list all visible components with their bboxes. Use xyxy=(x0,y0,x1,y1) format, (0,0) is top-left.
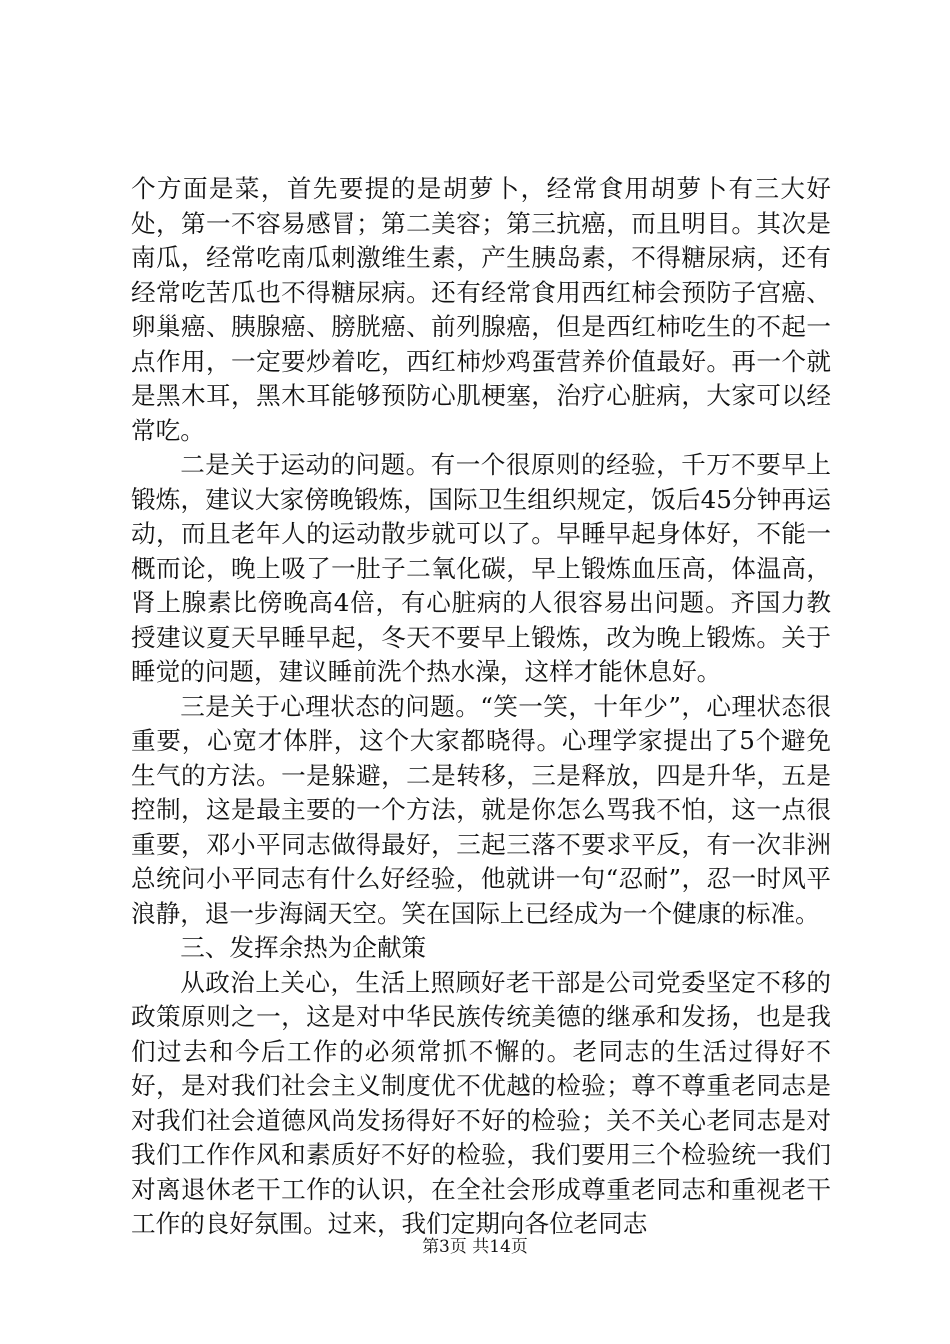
paragraph-vegetables: 个方面是菜，首先要提的是胡萝卜，经常食用胡萝卜有三大好处，第一不容易感冒；第二美容；第三抗癌，而且明目。其次是南瓜，经常吃南瓜刺激维生素，产生胰岛素，不得糖尿病，还有经常吃苦瓜也不得糖尿病。还有经常食用西红柿会预防子宫癌、卵巢癌、胰腺癌、膀胱癌、前列腺癌，但是西红柿吃生的不起一点作用，一定要炒着吃，西红柿炒鸡蛋营养价值最好。再一个就是黑木耳，黑木耳能够预防心肌梗塞，治疗心脏病，大家可以经常吃。 xyxy=(131,174,831,445)
document-body xyxy=(131,172,831,1242)
paragraph-exercise: 二是关于运动的问题。有一个很原则的经验，千万不要早上锻炼，建议大家傍晚锻炼，国际卫生组织规定，饭后45分钟再运动，而且老年人的运动散步就可以了。早睡早起身体好，不能一概而论，晚上吸了一肚子二氧化碳，早上锻炼血压高，体温高，肾上腺素比傍晚高4倍，有心脏病的人很容易出问题。齐国力教授建议夏天早睡早起，冬天不要早上锻炼，改为晚上锻炼。关于睡觉的问题，建议睡前洗个热水澡，这样才能休息好。 xyxy=(131,450,831,686)
paragraph-policy: 从政治上关心，生活上照顾好老干部是公司党委坚定不移的政策原则之一，这是对中华民族传统美德的继承和发扬，也是我们过去和今后工作的必须常抓不懈的。老同志的生活过得好不好，是对我们社会主义制度优不优越的检验；尊不尊重老同志是对我们社会道德风尚发扬得好不好的检验；关不关心老同志是对我们工作作风和素质好不好的检验，我们要用三个检验统一我们对离退休老干工作的认识，在全社会形成尊重老同志和重视老干工作的良好氛围。过来，我们定期向各位老同志 xyxy=(131,967,831,1238)
page-number: 第3页 共14页 xyxy=(422,1237,528,1257)
section-heading: 三、发挥余热为企献策 xyxy=(180,933,427,962)
paragraph-mental-state: 三是关于心理状态的问题。“笑一笑，十年少”，心理状态很重要，心宽才体胖，这个大家都晓得。心理学家提出了5个避免生气的方法。一是躲避，二是转移，三是释放，四是升华，五是控制，这是最主要的一个方法，就是你怎么骂我不怕，这一点很重要，邓小平同志做得最好，三起三落不要求平反，有一次非洲总统问小平同志有什么好经验，他就讲一句“忍耐”，忍一时风平浪静，退一步海阔天空。笑在国际上已经成为一个健康的标准。 xyxy=(131,691,831,928)
